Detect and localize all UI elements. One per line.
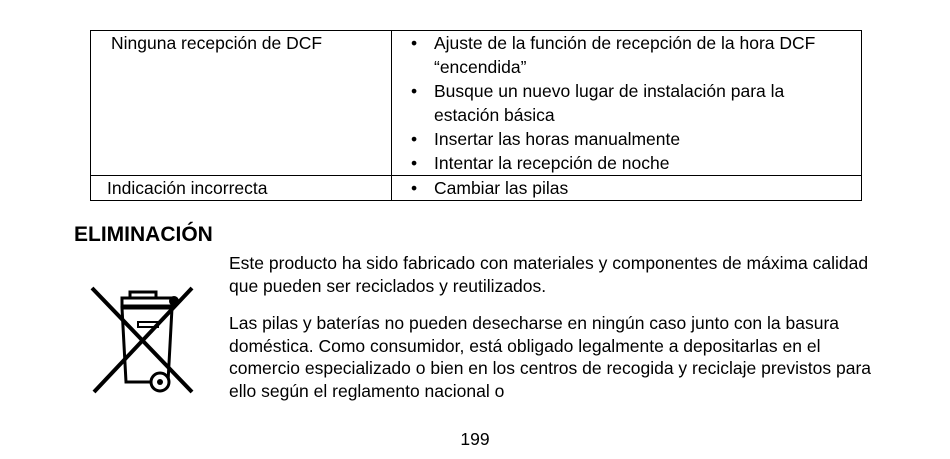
section-heading: ELIMINACIÓN	[74, 223, 213, 246]
solution-cell	[392, 31, 862, 176]
solution-item	[392, 31, 861, 79]
solution-item	[392, 176, 861, 200]
bullet-icon: •	[411, 178, 418, 198]
bullet-icon: •	[411, 81, 418, 101]
bullet-icon: •	[411, 153, 418, 173]
table-row	[91, 176, 862, 201]
battery-disposal-paragraph: Las pilas y baterías no pueden desecharse en ningún caso junto con la basura doméstica. Como consumidor, está obligado legalmente a depositarlas en el comercio especializado o bien en los centros de recogida y reciclaje previstos para ello según el reglamento nacional o	[229, 313, 872, 401]
problem-cell	[91, 31, 392, 176]
solution-item	[392, 127, 861, 151]
solution-text: Ajuste de la función de recepción de la hora DCF “encendida”	[434, 33, 816, 77]
problem-text: Ninguna recepción de DCF	[111, 33, 323, 53]
solution-list	[392, 31, 861, 175]
bullet-icon: •	[411, 33, 418, 53]
solution-text: Insertar las horas manualmente	[434, 129, 681, 149]
solution-text: Intentar la recepción de noche	[434, 153, 670, 173]
table-row	[91, 31, 862, 176]
solution-cell	[392, 176, 862, 201]
solution-text: Cambiar las pilas	[434, 178, 569, 198]
bullet-icon: •	[411, 129, 418, 149]
solution-list	[392, 176, 861, 200]
solution-item	[392, 79, 861, 127]
troubleshooting-table	[90, 30, 862, 201]
problem-text: Indicación incorrecta	[107, 178, 268, 198]
page-number: 199	[460, 429, 490, 449]
solution-item	[392, 151, 861, 175]
recycling-paragraph: Este producto ha sido fabricado con materiales y componentes de máxima calidad que pueden ser reciclados y reutilizados.	[229, 253, 869, 296]
problem-cell	[91, 176, 392, 201]
solution-text: Busque un nuevo lugar de instalación para la estación básica	[434, 81, 785, 125]
crossed-out-wheeled-bin-icon	[88, 284, 200, 404]
